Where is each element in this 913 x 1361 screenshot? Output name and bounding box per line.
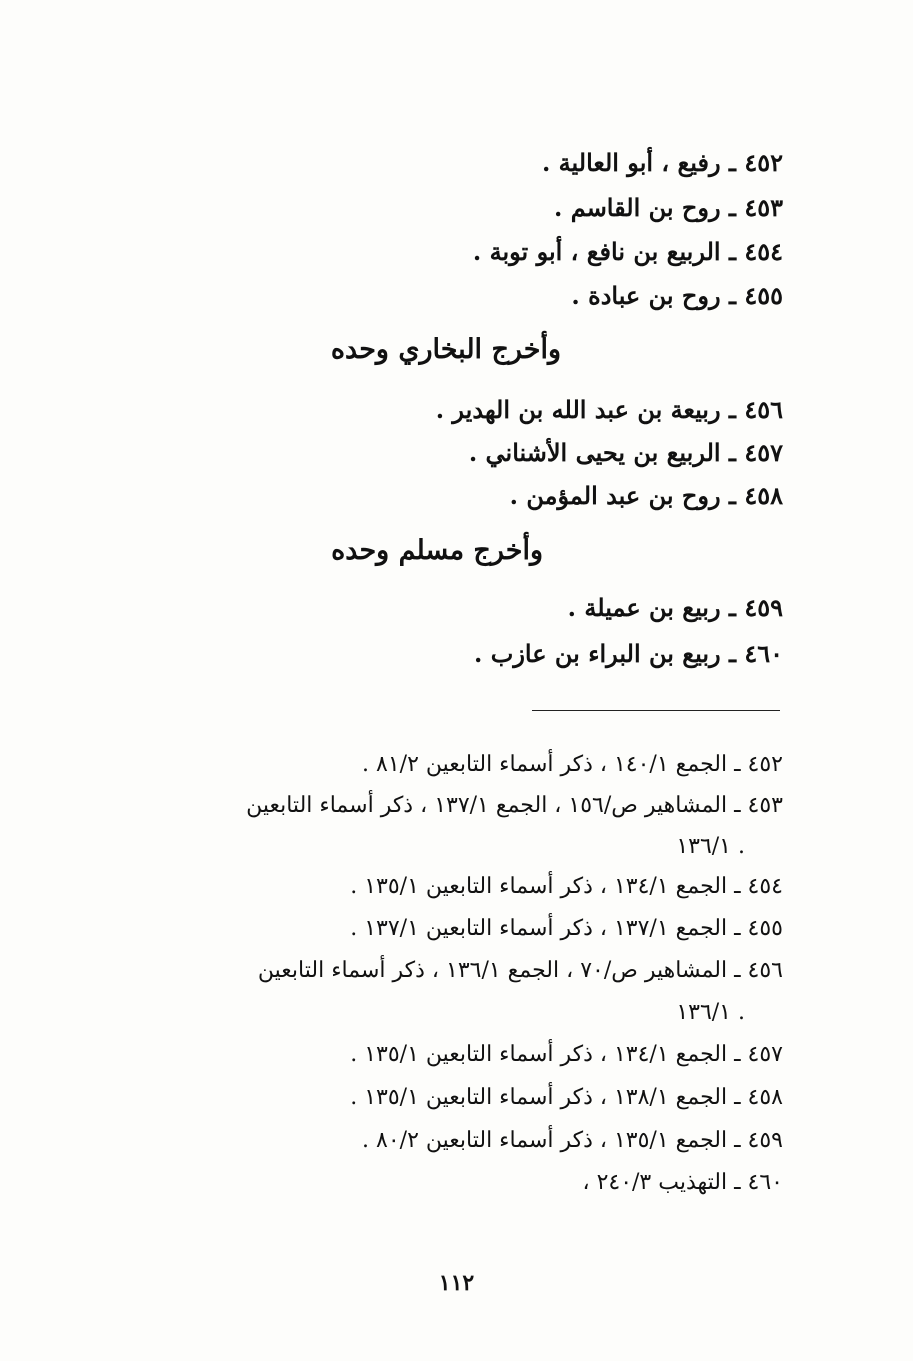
- entry-460: ٤٦٠ ـ ربيع بن البراء بن عازب .: [474, 639, 783, 668]
- footnote-453-cont: ١٣٦/١ .: [676, 834, 745, 859]
- footnote-452: ٤٥٢ ـ الجمع ١٤٠/١ ، ذكر أسماء التابعين ٨١/٢ .: [362, 752, 783, 777]
- footnote-456: ٤٥٦ ـ المشاهير ص/٧٠ ، الجمع ١٣٦/١ ، ذكر أسماء التابعين: [257, 958, 783, 983]
- footnote-458: ٤٥٨ ـ الجمع ١٣٨/١ ، ذكر أسماء التابعين ١٣٥/١ .: [350, 1085, 783, 1110]
- entry-459: ٤٥٩ ـ ربيع بن عميلة .: [567, 593, 783, 622]
- entry-454: ٤٥٤ ـ الربيع بن نافع ، أبو توبة .: [472, 237, 783, 266]
- footnote-459: ٤٥٩ ـ الجمع ١٣٥/١ ، ذكر أسماء التابعين ٨٠/٢ .: [362, 1128, 783, 1153]
- footnote-456-cont: ١٣٦/١ .: [676, 1000, 745, 1025]
- footnote-457: ٤٥٧ ـ الجمع ١٣٤/١ ، ذكر أسماء التابعين ١٣٥/١ .: [350, 1042, 783, 1067]
- footnote-453: ٤٥٣ ـ المشاهير ص/١٥٦ ، الجمع ١٣٧/١ ، ذكر أسماء التابعين: [246, 793, 783, 818]
- entry-453: ٤٥٣ ـ روح بن القاسم .: [554, 193, 783, 222]
- footnote-454: ٤٥٤ ـ الجمع ١٣٤/١ ، ذكر أسماء التابعين ١٣٥/١ .: [350, 874, 783, 899]
- footnote-460: ٤٦٠ ـ التهذيب ٢٤٠/٣ ،: [582, 1170, 783, 1195]
- entry-455: ٤٥٥ ـ روح بن عبادة .: [571, 281, 783, 310]
- section-heading-bukhari: وأخرج البخاري وحده: [330, 334, 561, 365]
- entry-452: ٤٥٢ ـ رفيع ، أبو العالية .: [541, 148, 783, 177]
- entry-457: ٤٥٧ ـ الربيع بن يحيى الأشناني .: [468, 438, 783, 467]
- footnote-455: ٤٥٥ ـ الجمع ١٣٧/١ ، ذكر أسماء التابعين ١٣٧/١ .: [350, 916, 783, 941]
- page-number: ١١٢: [438, 1270, 475, 1296]
- entry-456: ٤٥٦ ـ ربيعة بن عبد الله بن الهدير .: [435, 395, 783, 424]
- entry-458: ٤٥٨ ـ روح بن عبد المؤمن .: [509, 481, 783, 510]
- footnote-divider: [532, 710, 780, 711]
- section-heading-muslim: وأخرج مسلم وحده: [331, 535, 543, 566]
